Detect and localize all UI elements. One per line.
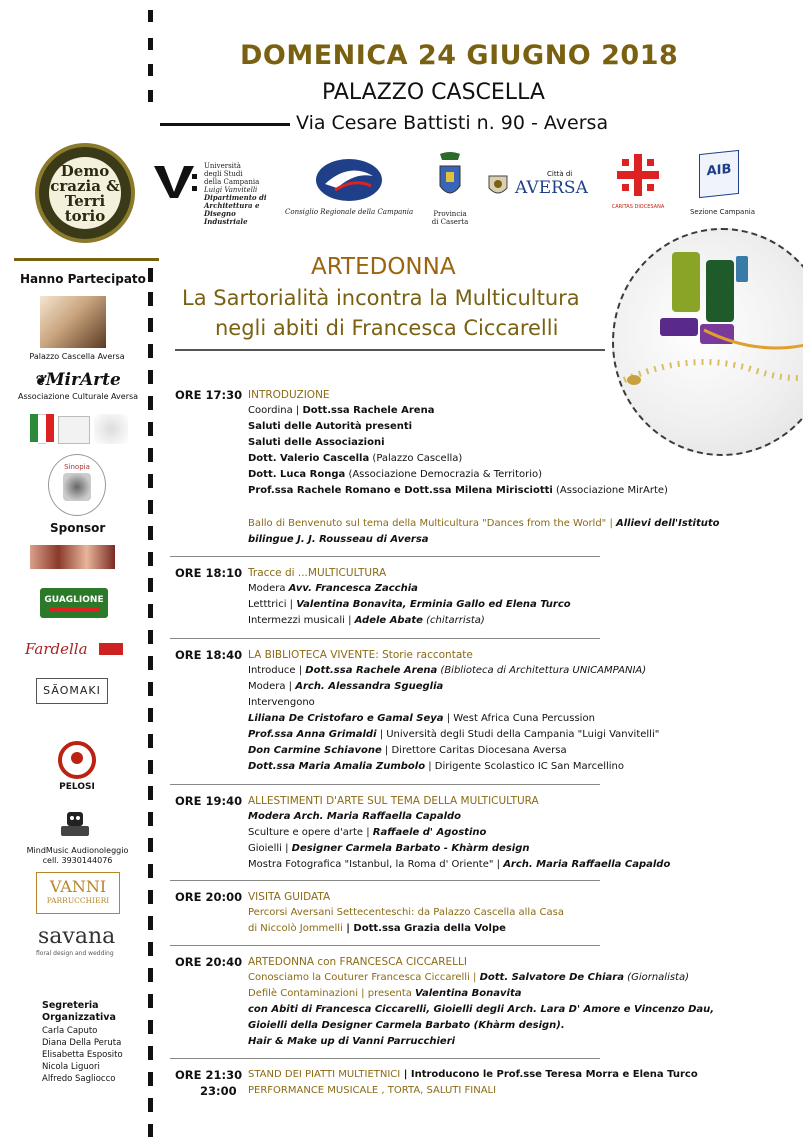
session-title: INTRODUZIONE — [248, 389, 330, 401]
program-text: Letttrici | — [248, 599, 297, 610]
program-name: Dott.ssa Rachele Arena — [302, 405, 435, 416]
secretariat-name: Elisabetta Esposito — [42, 1050, 123, 1060]
program-text: Sculture e opere d'arte | — [248, 827, 373, 838]
guaglione-logo — [40, 588, 108, 618]
guaglione-wordmark: GUAGLIONE — [44, 595, 104, 605]
session-time: ORE 18:40 — [175, 648, 243, 662]
program-line — [248, 761, 624, 772]
program-line — [248, 665, 646, 676]
threads-illustration-icon — [614, 230, 803, 456]
savana-wordmark: savana — [38, 924, 116, 949]
secretariat-name: Carla Caputo — [42, 1026, 98, 1036]
mirarte-glyph-icon: ❦ — [34, 373, 46, 389]
program-line — [248, 811, 461, 822]
program-line — [248, 405, 434, 416]
fardella-wordmark: Fardella — [25, 640, 88, 658]
session-separator — [170, 556, 600, 557]
program-line — [248, 988, 521, 999]
secretariat-heading-line: Segreteria — [42, 1000, 99, 1011]
vanvitelli-line: Dipartimento di — [204, 193, 267, 202]
program-line — [248, 681, 443, 692]
provincia-crest-icon — [436, 152, 464, 202]
program-text: | Dirigente Scolastico IC San Marcellino — [425, 761, 625, 772]
program-text: Introduce | — [248, 665, 306, 676]
program-text: Defilè Contaminazioni | presenta — [248, 988, 416, 999]
participated-heading: Hanno Partecipato — [20, 272, 146, 286]
event-title: ARTEDONNA — [311, 254, 456, 280]
caritas-caption: CARITAS DIOCESANA — [611, 204, 665, 210]
mirarte-wordmark: MirArte — [45, 370, 121, 390]
session-time: ORE 20:00 — [175, 890, 243, 904]
session-separator — [170, 880, 600, 881]
program-line — [248, 1020, 565, 1031]
program-text: Saluti delle Associazioni — [248, 437, 385, 448]
mindmusic-phone: cell. 3930144076 — [42, 856, 113, 865]
program-text: Modera | — [248, 681, 296, 692]
vanvitelli-line: Architettura e — [204, 201, 260, 210]
vanvitelli-line: Università — [204, 162, 241, 170]
program-text: Percorsi Aversani Settecenteschi: da Palazzo Cascella alla Casa — [248, 907, 564, 918]
citta-aversa-logo — [487, 170, 597, 200]
session-title: VISITA GUIDATA — [248, 891, 331, 903]
program-line — [248, 1085, 496, 1096]
palazzo-caption: Palazzo Cascella Aversa — [29, 352, 125, 361]
session-time: 23:00 — [200, 1084, 237, 1098]
program-name: Don Carmine Schiavone — [248, 745, 382, 756]
fardella-badge-icon — [99, 643, 123, 655]
program-name: Dott. Valerio Cascella — [248, 453, 370, 464]
caritas-cross-icon — [613, 152, 663, 198]
venue-address: Via Cesare Battisti n. 90 - Aversa — [296, 112, 609, 134]
event-date: DOMENICA 24 GIUGNO 2018 — [240, 40, 679, 71]
program-name: Valentina Bonavita, Erminia Gallo ed Elena Turco — [296, 599, 571, 610]
program-line — [248, 1004, 714, 1015]
program-name: Prof.ssa Rachele Romano e Dott.ssa Milena Mirisciotti — [248, 485, 553, 496]
program-text: PERFORMANCE MUSICALE , TORTA, SALUTI FINALI — [248, 1085, 497, 1096]
session-time: ORE 20:40 — [175, 955, 243, 969]
program-name: bilingue J. J. Rousseau di Aversa — [248, 534, 429, 545]
program-name: Raffaele d' Agostino — [372, 827, 487, 838]
program-name: Adele Abate — [354, 615, 423, 626]
program-line — [248, 437, 385, 448]
program-text: (Associazione MirArte) — [552, 485, 668, 496]
caritas-logo — [603, 152, 673, 222]
provincia-line: di Caserta — [431, 218, 469, 226]
program-name: Dott.ssa Maria Amalia Zumbolo — [248, 761, 426, 772]
vanni-parrucchieri-logo — [36, 872, 120, 914]
sidebar-top-rule — [14, 258, 159, 261]
program-text: Gioielli | — [248, 843, 292, 854]
secretariat-name: Nicola Liguori — [42, 1062, 100, 1072]
program-name: Valentina Bonavita — [415, 988, 522, 999]
session-time: ORE 21:30 — [175, 1068, 243, 1082]
program-text: Conosciamo la Couturer Francesca Ciccarelli | — [248, 972, 480, 983]
fardella-logo — [25, 640, 125, 664]
pelosi-wordmark: PELOSI — [59, 782, 95, 792]
program-line — [248, 599, 571, 610]
program-text: (Biblioteca di Architettura UNICAMPANIA) — [437, 665, 647, 676]
session-title: ARTEDONNA con FRANCESCA CICCARELLI — [248, 956, 467, 968]
vanni-wordmark: VANNI — [49, 877, 107, 896]
mirarte-caption: Associazione Culturale Aversa — [18, 392, 139, 401]
aib-caption: Sezione Campania — [689, 208, 756, 216]
consiglio-emblem-icon — [315, 158, 383, 202]
program-text: Ballo di Benvenuto sul tema della Multicultura "Dances from the World" | — [248, 518, 617, 529]
vanvitelli-line: della Campania — [204, 178, 260, 186]
program-text: (Associazione Democrazia & Territorio) — [345, 469, 543, 480]
program-text: Mostra Fotografica "Istanbul, la Roma d' Oriente" | — [248, 859, 504, 870]
savana-subtitle: floral design and wedding — [36, 950, 114, 957]
consiglio-caption: Consiglio Regionale della Campania — [285, 208, 414, 216]
mindmusic-logo — [55, 810, 95, 840]
program-text: (Palazzo Cascella) — [369, 453, 463, 464]
program-line — [248, 843, 529, 854]
program-name: Dott. Salvatore De Chiara — [479, 972, 624, 983]
program-name: Arch. Maria Raffaella Capaldo — [503, 859, 671, 870]
program-text: Intermezzi musicali | — [248, 615, 355, 626]
program-text: di Niccolò Jommelli — [248, 923, 343, 934]
program-line — [248, 923, 506, 934]
program-line — [248, 729, 659, 740]
aib-logo — [685, 152, 760, 222]
program-name: con Abiti di Francesca Ciccarelli, Gioielli degli Arch. Lara D' Amore e Vincenzo Dau, — [248, 1004, 715, 1015]
mindmusic-robot-icon — [55, 810, 95, 840]
program-text: | Direttore Caritas Diocesana Aversa — [381, 745, 567, 756]
program-name: | Dott.ssa Grazia della Volpe — [342, 923, 506, 934]
program-name: Arch. Alessandra Sgueglia — [295, 681, 444, 692]
program-text: | Introducono le Prof.sse Teresa Morra e Elena Turco — [400, 1069, 698, 1080]
vanvitelli-v-icon — [152, 164, 198, 200]
session-time: ORE 19:40 — [175, 794, 243, 808]
vanvitelli-line: degli Studi — [204, 170, 243, 178]
program-name: Allievi dell'Istituto — [616, 518, 720, 529]
title-divider — [175, 349, 605, 351]
program-name: Avv. Francesca Zacchia — [288, 583, 418, 594]
program-line — [248, 469, 542, 480]
saomaki-wordmark: SÃOMAKI — [43, 684, 101, 697]
address-underline — [160, 123, 290, 126]
sinopia-emblem-icon — [63, 473, 91, 501]
program-text: Coordina | — [248, 405, 303, 416]
program-text: | West Africa Cuna Percussion — [443, 713, 595, 724]
session-time: ORE 17:30 — [175, 388, 243, 402]
program-line — [248, 1036, 455, 1047]
session-time: ORE 18:10 — [175, 566, 243, 580]
session-separator — [170, 638, 600, 639]
session-separator — [170, 945, 600, 946]
italy-flag-logo — [30, 412, 130, 448]
secretariat-heading-line: Organizzativa — [42, 1012, 116, 1023]
saomaki-logo — [36, 678, 108, 704]
program-name: Liliana De Cristofaro e Gamal Seya — [248, 713, 444, 724]
program-text: Modera — [248, 583, 289, 594]
vanni-subtitle: PARRUCCHIERI — [46, 896, 110, 905]
program-line — [248, 827, 486, 838]
event-subtitle-line1: La Sartorialità incontra la Multicultura — [182, 286, 580, 310]
secretariat-name: Alfredo Sagliocco — [42, 1074, 116, 1084]
democrazia-logo-text: Demo crazia & Terri torio — [49, 157, 121, 229]
sinopia-wordmark: Sinopia — [64, 463, 90, 471]
program-line — [248, 615, 485, 626]
program-name: Dott.ssa Rachele Arena — [305, 665, 438, 676]
program-name: Prof.ssa Anna Grimaldi — [248, 729, 377, 740]
palazzo-cascella-image — [40, 296, 106, 348]
sinopia-logo — [48, 454, 106, 516]
program-line — [248, 713, 595, 724]
session-title: Tracce di ...MULTICULTURA — [248, 567, 387, 579]
program-line — [248, 907, 564, 918]
program-line — [248, 972, 689, 983]
program-line — [248, 421, 412, 432]
aib-book-icon — [699, 150, 739, 198]
secretariat-names — [42, 1025, 123, 1085]
program-line — [248, 1069, 698, 1080]
venue-name: PALAZZO CASCELLA — [322, 80, 545, 105]
mirarte-logo — [34, 370, 121, 390]
program-line — [248, 745, 567, 756]
secretariat-name: Diana Della Peruta — [42, 1038, 122, 1048]
sponsor-heading: Sponsor — [50, 521, 106, 535]
secretariat-heading — [42, 1000, 116, 1024]
program-line — [248, 518, 720, 529]
program-text: (chitarrista) — [422, 615, 485, 626]
consiglio-regionale-logo — [285, 158, 420, 218]
vanvitelli-line: Luigi Vanvitelli — [204, 186, 258, 194]
program-line — [248, 453, 462, 464]
program-line — [248, 485, 668, 496]
session-title: LA BIBLIOTECA VIVENTE: Storie raccontate — [248, 649, 473, 661]
pelosi-logo — [52, 740, 102, 800]
mindmusic-caption: MindMusic Audionoleggio — [26, 846, 129, 855]
session-title: ALLESTIMENTI D'ARTE SUL TEMA DELLA MULTICULTURA — [248, 795, 539, 807]
program-line — [248, 534, 429, 545]
program-text: Saluti delle Autorità presenti — [248, 421, 413, 432]
program-text: Intervengono — [248, 697, 315, 708]
program-name: Modera Arch. Maria Raffaella Capaldo — [248, 811, 462, 822]
aib-mark: AIB — [706, 161, 732, 180]
aversa-crest-icon — [487, 174, 509, 198]
pelosi-emblem-icon — [58, 740, 96, 780]
program-name: Designer Carmela Barbato - Khàrm design — [291, 843, 530, 854]
sponsor-banner-logo — [30, 545, 115, 569]
provincia-caserta-logo — [430, 152, 470, 234]
democrazia-territorio-logo — [35, 143, 135, 243]
program-text: | Università degli Studi della Campania "Luigi Vanvitelli" — [376, 729, 660, 740]
program-line — [248, 697, 315, 708]
sewing-threads-image — [612, 228, 803, 456]
program-name: Dott. Luca Ronga — [248, 469, 346, 480]
program-line — [248, 859, 670, 870]
citta-caption: Città di — [547, 170, 573, 178]
event-subtitle-line2: negli abiti di Francesca Ciccarelli — [215, 316, 559, 340]
program-name: Hair & Make up di Vanni Parrucchieri — [248, 1036, 456, 1047]
session-separator — [170, 1058, 600, 1059]
provincia-line: Provincia — [433, 210, 467, 218]
program-text: (Giornalista) — [623, 972, 690, 983]
vanvitelli-line: Disegno Industriale — [204, 209, 248, 226]
program-text: STAND DEI PIATTI MULTIETNICI — [248, 1069, 401, 1080]
program-name: Gioielli della Designer Carmela Barbato (Khàrm design). — [248, 1020, 565, 1031]
program-line — [248, 583, 418, 594]
vanvitelli-logo — [152, 160, 277, 230]
session-separator — [170, 784, 600, 785]
citta-name: AVERSA — [515, 178, 588, 198]
